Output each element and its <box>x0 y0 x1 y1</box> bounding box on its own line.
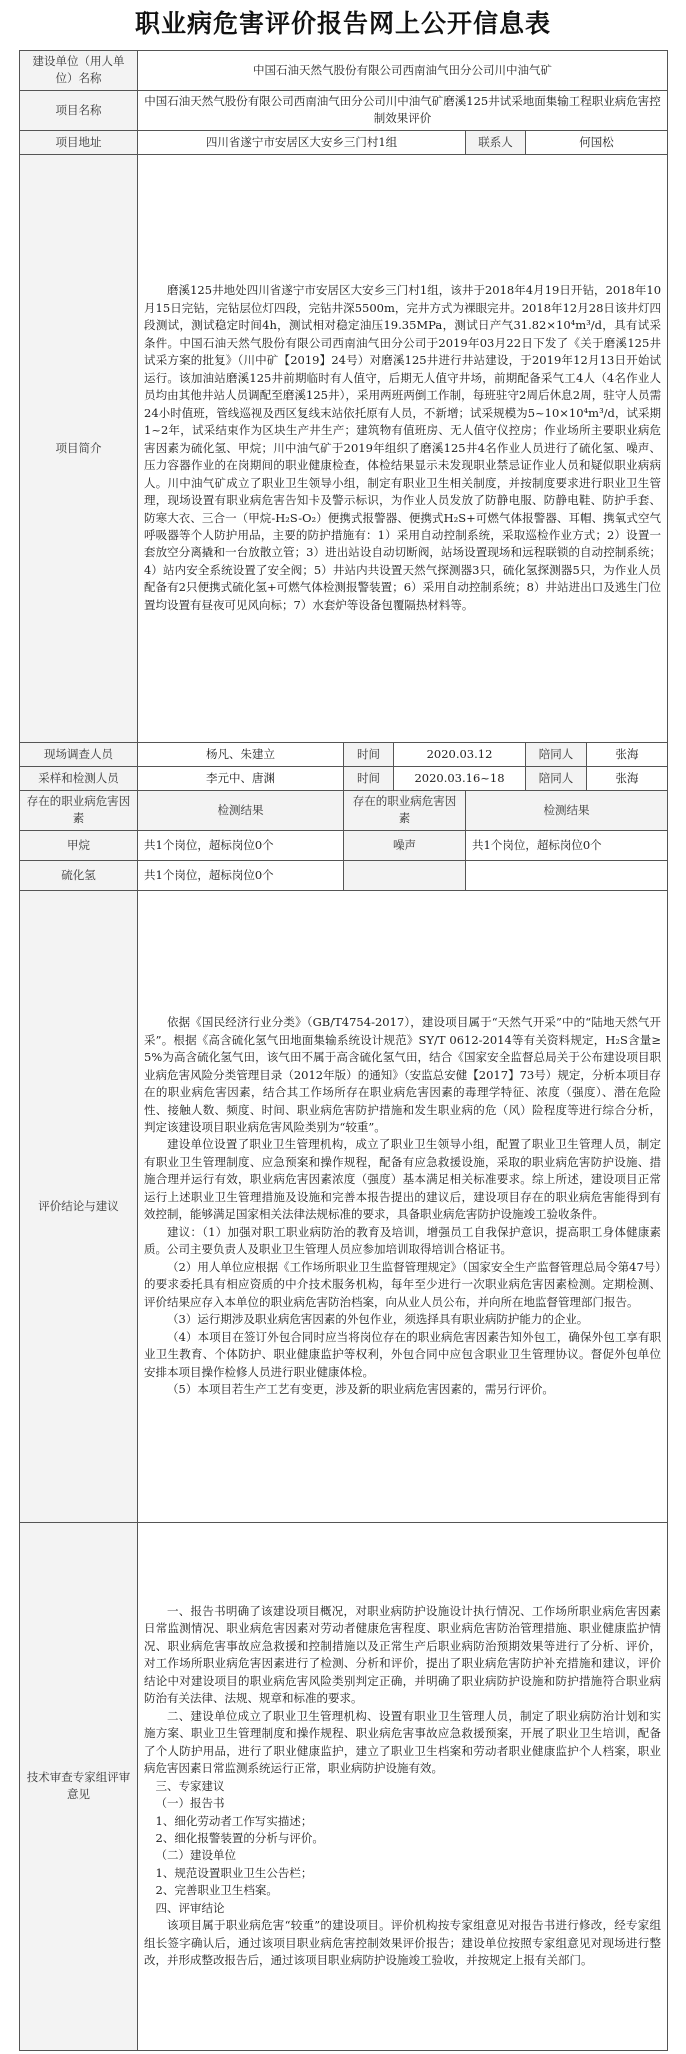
hazard-header-factor-right: 存在的职业病危害因素 <box>344 790 466 830</box>
page-title: 职业病危害评价报告网上公开信息表 <box>134 9 551 38</box>
address-label: 项目地址 <box>20 130 138 154</box>
review-item: 1、规范设置职业卫生公告栏； <box>155 1865 313 1880</box>
review-paragraph: 该项目属于职业病危害“较重”的建设项目。评价机构按专家组意见对报告书进行修改，经专家组组长签字确认后，通过该项目职业病危害控制效果评价报告；建设单位按照专家组意见对现场进行整改，并形成整改报告后，通过该项目职业病防护设施竣工验收，并按规定上报有关部门。 <box>144 1918 662 1968</box>
conclusion-cell <box>138 890 668 1522</box>
contact-value: 何国松 <box>526 130 668 154</box>
project-name-value: 中国石油天然气股份有限公司西南油气田分公司川中油气矿磨溪125井试采地面集输工程职业病危害控制效果评价 <box>138 90 668 130</box>
unit-label: 建设单位（用人单位）名称 <box>20 51 138 91</box>
sampling-time-value: 2020.03.16~18 <box>394 766 526 790</box>
contact-label: 联系人 <box>466 130 526 154</box>
review-paragraph: 二、建设单位成立了职业卫生管理机构、设置有职业卫生管理人员，制定了职业病防治计划和实施方案、职业卫生管理制度和操作规程、职业病危害事故应急救援预案，开展了职业卫生培训，配备了个人防护用品，进行了职业健康监护，建立了职业卫生档案和劳动者职业健康监护个人档案，职业病危害因素日常监测系统运行正常，职业病防护设施有效。 <box>144 1708 662 1776</box>
conclusion-paragraph: 建设单位设置了职业卫生管理机构，成立了职业卫生领导小组，配置了职业卫生管理人员，制定有职业卫生管理制度、应急预案和操作规程，配备有应急救援设施，采取的职业病危害防护设施、措施合理并运行有效，职业病危害因素浓度（强度）基本满足相关标准要求。综上所述，建设项目正常运行上述职业卫生管理措施及设施和完善本报告提出的建议后，建设项目存在的职业病危害能得到有效控制，能够满足国家相关法律法规标准的要求，具备职业病危害防护设施竣工验收条件。 <box>144 1137 662 1222</box>
row-hazard-header <box>20 790 668 830</box>
hazard-row <box>20 860 668 890</box>
row-address <box>20 130 668 154</box>
investigation-time-label: 时间 <box>344 742 394 766</box>
review-item: 2、细化报警装置的分析与评价。 <box>155 1830 324 1845</box>
companion1-value: 张海 <box>587 742 668 766</box>
investigators-label: 现场调查人员 <box>20 742 138 766</box>
address-value: 四川省遂宁市安居区大安乡三门村1组 <box>138 130 466 154</box>
conclusion-paragraph: 依据《国民经济行业分类》（GB/T4754-2017），建设项目属于“天然气开采”中的“陆地天然气开采”。根据《高含硫化氢气田地面集输系统设计规范》SY/T 0612-2014等有关资料规定，H₂S含量≥5%为高含硫化氢气田，该气田不属于高含硫化氢气田，结合《国家安全监督总局关于公布建设项目职业病危害风险分类管理目录（2012年版）的通知》（安监总安健【2017】73号）规定，分析本项目存在的职业病危害因素，结合其工作场所存在职业病危害因素的毒理学特征、浓度（强度）、潜在危险性、接触人数、频度、时间、职业病危害防护措施和发生职业病的危（风）险程度等进行综合分析，判定该建设项目职业病危害风险类别为“较重”。 <box>144 1015 662 1134</box>
conclusion-paragraph: （5）本项目若生产工艺有变更，涉及新的职业病危害因素的，需另行评价。 <box>167 1382 554 1396</box>
companion2-value: 张海 <box>587 766 668 790</box>
conclusion-paragraph: （4）本项目在签订外包合同时应当将岗位存在的职业病危害因素告知外包工，确保外包工享有职业卫生教育、个体防护、职业健康监护等权利，外包合同中应包含职业卫生管理协议。督促外包单位安排本项目操作检修人员进行职业健康体检。 <box>144 1329 662 1379</box>
project-name-label: 项目名称 <box>20 90 138 130</box>
companion1-label: 陪同人 <box>526 742 587 766</box>
review-item: 2、完善职业卫生档案。 <box>155 1883 278 1898</box>
hazard-result: 共1个岗位，超标岗位0个 <box>138 860 344 890</box>
row-investigators <box>20 742 668 766</box>
hazard-factor: 硫化氢 <box>20 860 138 890</box>
samplers-label: 采样和检测人员 <box>20 766 138 790</box>
hazard-header-factor-left: 存在的职业病危害因素 <box>20 790 138 830</box>
hazard-factor <box>344 860 466 890</box>
investigators-value: 杨凡、朱建立 <box>138 742 344 766</box>
conclusion-paragraph: （3）运行期涉及职业病危害因素的外包作业，须选择具有职业病防护能力的企业。 <box>167 1312 589 1327</box>
hazard-header-result-right: 检测结果 <box>466 790 668 830</box>
hazard-result <box>466 860 668 890</box>
hazard-factor: 噪声 <box>344 830 466 860</box>
row-project-name <box>20 90 668 130</box>
hazard-factor: 甲烷 <box>20 830 138 860</box>
conclusion-paragraph: （2）用人单位应根据《工作场所职业卫生监督管理规定》（国家安全生产监督管理总局令第47号）的要求委托具有相应资质的中介技术服务机构，每年至少进行一次职业病危害因素检测。定期检测、评价结果应存入本单位的职业病危害防治档案，向从业人员公布，并向所在地监督管理部门报告。 <box>144 1259 662 1309</box>
review-heading: 四、评审结论 <box>155 1900 225 1915</box>
intro-cell <box>138 154 668 742</box>
review-label: 技术审查专家组评审意见 <box>20 1522 138 2050</box>
review-subheading: （二）建设单位 <box>155 1848 236 1863</box>
hazard-row <box>20 830 668 860</box>
hazard-header-result-left: 检测结果 <box>138 790 344 830</box>
info-table <box>19 50 668 2051</box>
sampling-time-label: 时间 <box>344 766 394 790</box>
row-unit <box>20 51 668 91</box>
conclusion-paragraph: 建议：（1）加强对职工职业病防治的教育及培训，增强员工自我保护意识，提高职工身体健康素质。公司主要负责人及职业卫生管理人员应参加培训取得培训合格证书。 <box>144 1224 662 1257</box>
review-paragraph: 一、报告书明确了该建设项目概况，对职业病防护设施设计执行情况、工作场所职业病危害因素日常监测情况、职业病危害因素对劳动者健康危害程度、职业病危害防治管理措施、职业健康监护情况、职业病危害事故应急救援和控制措施以及正常生产后职业病防治预期效果等进行了分析、评价，对工作场所职业病危害因素进行了检测、分析和评价，提出了职业病危害防护补充措施和建议，评价结论中对建设项目的职业病危害风险类别判定正确，并明确了职业病防护设施和防护措施符合职业病防治有关法律、法规、规章和标准的要求。 <box>144 1603 662 1706</box>
review-subheading: （一）报告书 <box>155 1796 225 1811</box>
samplers-value: 李元中、唐渊 <box>138 766 344 790</box>
investigation-time-value: 2020.03.12 <box>394 742 526 766</box>
companion2-label: 陪同人 <box>526 766 587 790</box>
hazard-result: 共1个岗位，超标岗位0个 <box>138 830 344 860</box>
intro-label: 项目简介 <box>20 154 138 742</box>
conclusion-label: 评价结论与建议 <box>20 890 138 1522</box>
row-intro <box>20 154 668 742</box>
hazard-result: 共1个岗位，超标岗位0个 <box>466 830 668 860</box>
intro-text: 磨溪125井地处四川省遂宁市安居区大安乡三门村1组，该井于2018年4月19日开钻，2018年10月15日完钻，完钻层位灯四段，完钻井深5500m，完井方式为裸眼完井。2018年12月28日该井灯四段测试，测试稳定时间4h，测试相对稳定油压19.35MPa，测试日产气31.82×10⁴m³/d，具有试采条件。中国石油天然气股份有限公司西南油气田分公司于2019年03月22日下发了《关于磨溪125井试采方案的批复》（川中矿【2019】24号）对磨溪125井进行井站建设，于2019年12月13日开始试运行。该加油站磨溪125井前期临时有人值守，后期无人值守井场，前期配备采气工4人（4名作业人员均由其他井站人员调配至磨溪125井），采用两班两倒工作制，每班驻守2周后休息2周，驻守人员需24小时值班，管线巡视及西区复线末站依托原有人员，不新增；试采规模为5~10×10⁴m³/d，试采期1~2年，试采结束作为区块生产井生产；建筑物有值班房、无人值守仪控房；作业场所主要职业病危害因素为硫化氢、甲烷；川中油气矿于2019年组织了磨溪125井4名作业人员进行了硫化氢、噪声、压力容器作业的在岗期间的职业健康检查，体检结果显示未发现职业禁忌证作业人员和疑似职业病病人。川中油气矿成立了职业卫生领导小组，制定有职业卫生相关制度，并按制度要求进行职业卫生管理，现场设置有职业病危害告知卡及警示标识，为作业人员发放了防静电服、防静电鞋、防护手套、防寒大衣、三合一（甲烷-H₂S-O₂）便携式报警器、便携式H₂S+可燃气体报警器、耳帽、携氧式空气呼吸器等个人防护用品，主要的防护措施有：1）采用自动控制系统，采取巡检作业方式；2）设置一套放空分离撬和一台放散立管；3）进出站设自动切断阀，站场设置现场和远程联锁的自动控制系统；4）站内安全系统设置了安全阀；5）井站内共设置天然气探测器3只，硫化氢探测器5只，为作业人员配备有2只便携式硫化氢+可燃气体检测报警装置；6）采用自动控制系统；8）井站进出口及逃生门位置均设置有昼夜可见风向标；7）水套炉等设备包覆隔热材料等。 <box>144 283 662 612</box>
row-samplers <box>20 766 668 790</box>
review-item: 1、细化劳动者工作写实描述； <box>155 1813 313 1828</box>
row-review <box>20 1522 668 2050</box>
review-heading: 三、专家建议 <box>155 1778 225 1793</box>
unit-value: 中国石油天然气股份有限公司西南油气田分公司川中油气矿 <box>138 51 668 91</box>
row-conclusion <box>20 890 668 1522</box>
review-cell <box>138 1522 668 2050</box>
